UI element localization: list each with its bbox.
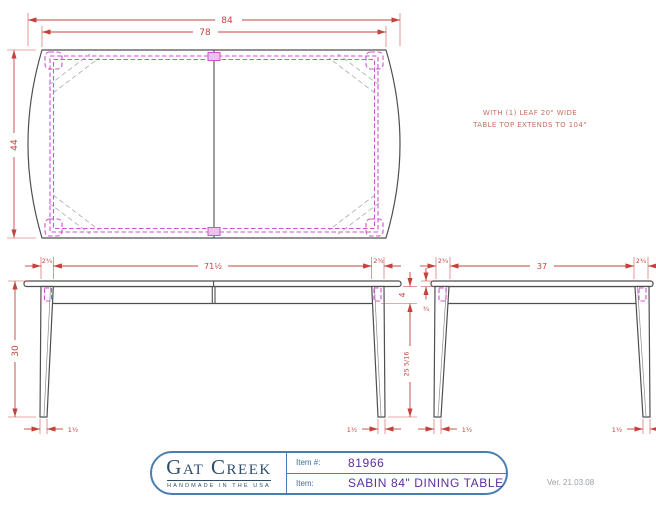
- front-right-leg: [372, 287, 385, 418]
- side-left-leg: [434, 287, 449, 418]
- dim-side-top-thickness: [421, 268, 434, 313]
- version-text: Ver. 21.03.08: [547, 478, 595, 487]
- dim-top-apron-width: [42, 26, 386, 47]
- brand-logo: [152, 453, 287, 493]
- leaf-note-line1: WITH (1) LEAF 20" WIDE: [482, 109, 578, 117]
- dim-front-feet: [24, 419, 401, 434]
- dim-label-front-left-overhang: 2¾: [41, 257, 53, 265]
- item-number-row: [287, 453, 506, 474]
- leaf-note-line2: TABLE TOP EXTENDS TO 104": [473, 121, 587, 129]
- dim-label-78: 78: [199, 28, 211, 38]
- dim-label-side-right-overhang: 2¾: [635, 257, 647, 265]
- dim-label-top-thickness: ¾: [422, 305, 430, 313]
- dim-side-feet: [418, 419, 656, 434]
- dim-label-side-left-overhang: 2¾: [437, 257, 449, 265]
- leaf-note: [472, 109, 587, 129]
- item-number-label: Item #:: [296, 458, 321, 468]
- title-fields: [287, 453, 506, 493]
- dim-label-side-right-foot: 1½: [611, 426, 623, 434]
- front-left-leg: [40, 287, 53, 418]
- dim-label-30: 30: [11, 345, 21, 357]
- side-view: [418, 257, 656, 434]
- dim-label-front-between-legs: 71½: [204, 262, 222, 271]
- side-right-leg: [635, 287, 650, 418]
- dim-label-front-right-foot: 1½: [346, 426, 358, 434]
- front-view: [8, 257, 417, 434]
- brand-name: Gat Creek: [166, 455, 272, 479]
- title-block: [150, 451, 508, 495]
- dim-label-84: 84: [221, 16, 233, 26]
- dim-label-side-left-foot: 1½: [461, 426, 473, 434]
- item-name-label: Item:: [296, 478, 314, 488]
- side-apron: [437, 287, 647, 304]
- brand-tagline: HANDMADE IN THE USA: [167, 480, 271, 489]
- dim-label-side-between-legs: 37: [536, 262, 548, 271]
- dim-side-top-row: [420, 257, 656, 279]
- dim-label-front-right-overhang: 2¾: [373, 257, 384, 265]
- dim-label-front-left-foot: 1½: [67, 426, 79, 434]
- leaf-latch-bottom: [208, 228, 220, 236]
- item-number-value: 81966: [348, 455, 385, 470]
- front-table-top: [24, 281, 401, 287]
- top-view: [7, 13, 400, 238]
- dim-front-height: [8, 281, 36, 417]
- leaf-latch-top: [208, 53, 220, 61]
- item-name-value: SABIN 84" DINING TABLE: [348, 476, 504, 491]
- item-name-row: [287, 474, 506, 494]
- dim-label-apron-clearance: 25 5/16: [402, 351, 411, 377]
- dim-label-apron-height: 4: [398, 292, 407, 298]
- dim-label-44: 44: [10, 139, 20, 151]
- dim-front-apron: [381, 272, 417, 417]
- dim-top-overall-width: [28, 13, 400, 46]
- dim-front-top-row: [25, 257, 401, 279]
- side-table-top: [431, 281, 653, 287]
